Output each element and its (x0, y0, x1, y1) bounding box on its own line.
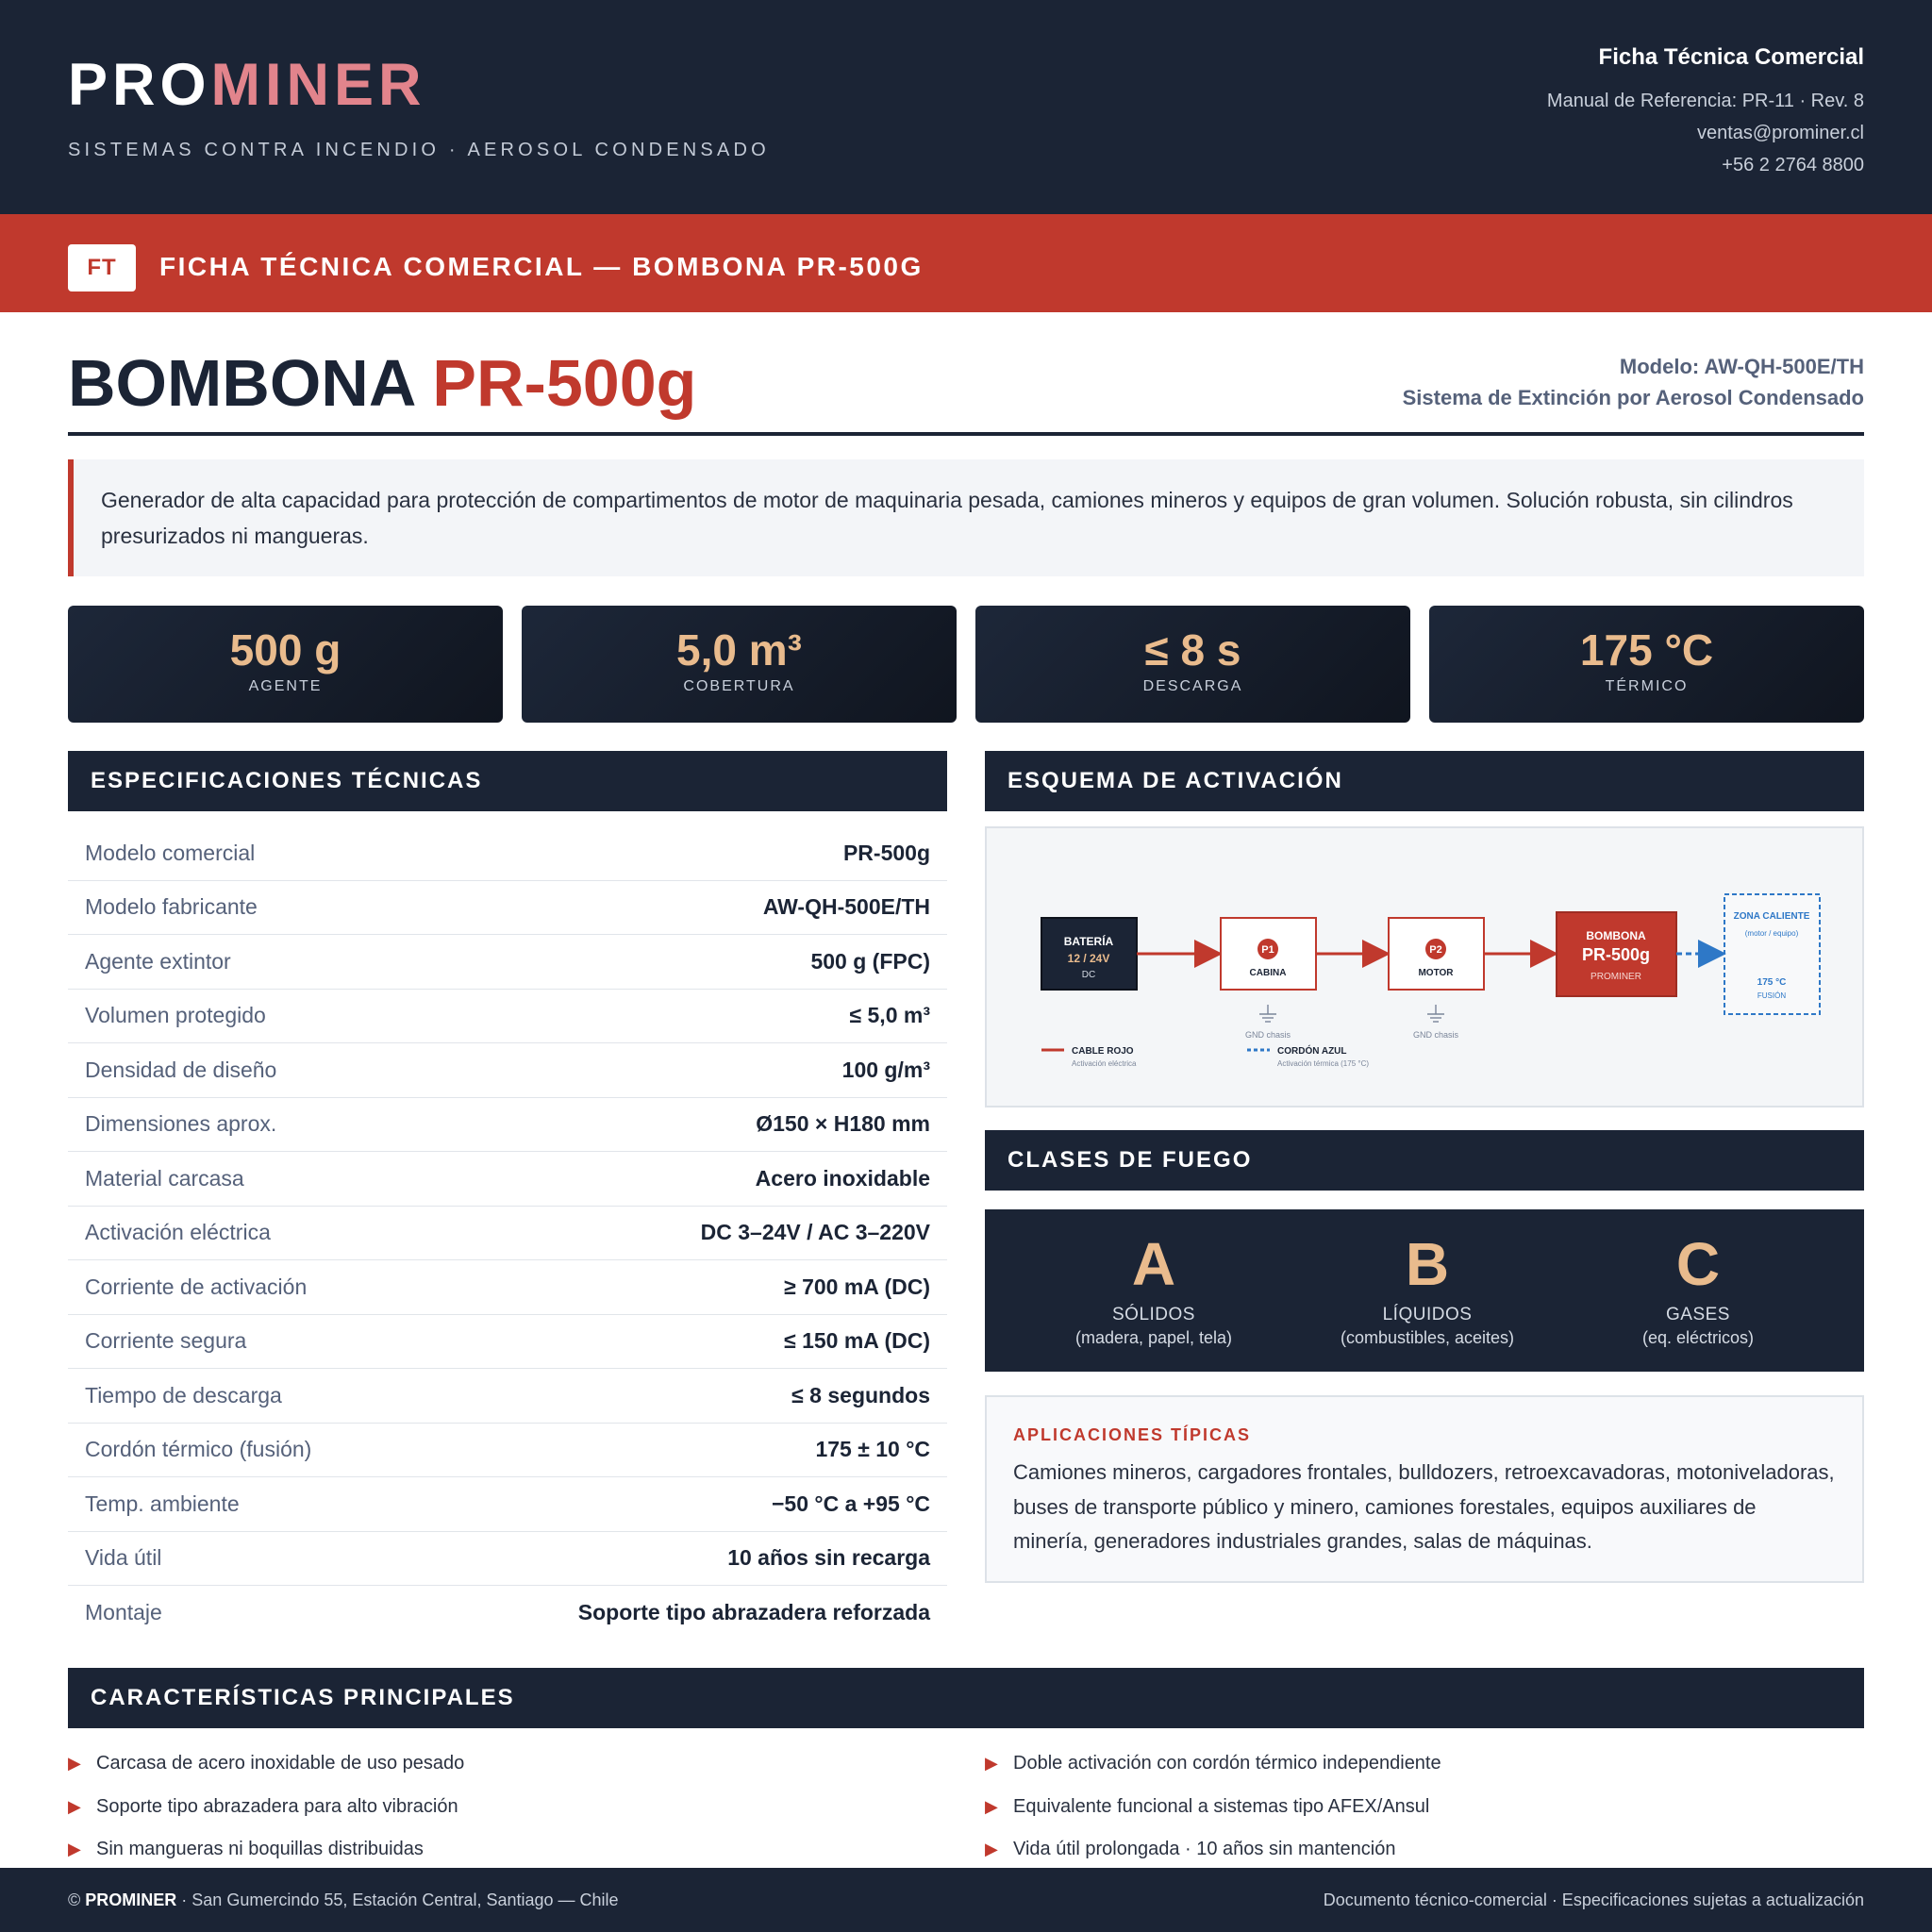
feature-text: Sin mangueras ni boquillas distribuidas (96, 1839, 424, 1860)
fire-class-name: GASES (1666, 1305, 1730, 1324)
feature-text: Equivalente funcional a sistemas tipo AFEX/Ansul (1013, 1795, 1430, 1817)
specs-section-title: ESPECIFICACIONES TÉCNICAS (68, 751, 947, 811)
stat-card-thermal (1429, 606, 1864, 723)
list-item (985, 1786, 1834, 1829)
feature-text: Vida útil prolongada · 10 años sin mantención (1013, 1839, 1396, 1860)
spec-label: Corriente de activación (85, 1274, 308, 1299)
battery-node (1041, 918, 1137, 990)
p2-motor-node (1389, 918, 1484, 990)
table-row (68, 826, 947, 881)
bombona-node (1557, 912, 1676, 996)
footer-brand: PROMINER (85, 1890, 177, 1909)
page-header (0, 0, 1932, 214)
specs-table (68, 826, 947, 1641)
spec-label: Modelo fabricante (85, 894, 258, 920)
feature-text: Soporte tipo abrazadera para alto vibración (96, 1795, 458, 1817)
copyright-symbol: © (68, 1890, 81, 1909)
ground-icon (1259, 1005, 1276, 1022)
legend-red-sub: Activación eléctrica (1072, 1059, 1137, 1068)
spec-label: Activación eléctrica (85, 1220, 271, 1245)
spec-value: −50 °C a +95 °C (772, 1491, 930, 1516)
fire-class-desc: (combustibles, aceites) (1340, 1328, 1515, 1347)
stat-card-agent (68, 606, 503, 723)
fire-class-b (1305, 1230, 1550, 1349)
system-type: Sistema de Extinción por Aerosol Condensado (1402, 386, 1864, 409)
fire-class-desc: (madera, papel, tela) (1074, 1328, 1233, 1347)
p2-badge: P2 (1429, 944, 1442, 956)
spec-value: AW-QH-500E/TH (762, 894, 930, 920)
spec-value: ≤ 5,0 m³ (849, 1003, 930, 1028)
stat-value: ≤ 8 s (1144, 625, 1241, 675)
stat-value: 5,0 m³ (676, 625, 802, 675)
p1-badge: P1 (1261, 944, 1274, 956)
list-item (985, 1828, 1834, 1872)
table-row (68, 1152, 947, 1207)
spec-label: Densidad de diseño (85, 1057, 277, 1082)
banner-title: FICHA TÉCNICA COMERCIAL — BOMBONA PR-500G (159, 252, 924, 281)
hot-zone-temp: 175 °C (1757, 977, 1787, 988)
triangle-bullet-icon: ▶ (68, 1754, 81, 1774)
fire-class-c (1575, 1230, 1821, 1349)
fire-class-name: SÓLIDOS (1112, 1305, 1195, 1324)
contact-email[interactable]: ventas@prominer.cl (1696, 123, 1864, 143)
fire-class-letter: C (1675, 1230, 1721, 1298)
table-row (68, 1315, 947, 1370)
product-title-model: PR-500g (432, 346, 697, 420)
product-title (68, 343, 696, 423)
features-section-title: CARACTERÍSTICAS PRINCIPALES (68, 1668, 1864, 1728)
table-row (68, 1424, 947, 1478)
spec-label: Temp. ambiente (85, 1491, 240, 1516)
triangle-bullet-icon: ▶ (985, 1754, 998, 1774)
fire-classes-panel (985, 1209, 1864, 1372)
fire-class-desc: (eq. eléctricos) (1641, 1328, 1755, 1347)
stat-card-coverage (522, 606, 957, 723)
spec-value: DC 3–24V / AC 3–220V (700, 1220, 930, 1245)
ft-badge: FT (68, 244, 136, 291)
fire-class-letter: A (1131, 1230, 1176, 1298)
triangle-bullet-icon: ▶ (985, 1796, 998, 1816)
hot-zone-title: ZONA CALIENTE (1733, 911, 1810, 922)
spec-label: Tiempo de descarga (85, 1382, 282, 1407)
ground-label: GND chasis (1244, 1030, 1291, 1040)
spec-value: 100 g/m³ (841, 1057, 930, 1082)
features-list-left (68, 1742, 917, 1872)
table-row (68, 1260, 947, 1315)
model-code: Modelo: AW-QH-500E/TH (1619, 355, 1864, 378)
triangle-bullet-icon: ▶ (68, 1840, 81, 1859)
stat-value: 500 g (229, 625, 341, 675)
list-item (68, 1742, 917, 1786)
applications-panel (985, 1395, 1864, 1583)
table-row (68, 1586, 947, 1641)
stat-label: DESCARGA (1142, 678, 1243, 694)
p1-label: CABINA (1249, 968, 1287, 978)
applications-title: APLICACIONES TÍPICAS (1013, 1425, 1252, 1444)
ground-label: GND chasis (1412, 1030, 1459, 1040)
header-contact (1547, 42, 1864, 181)
spec-label: Material carcasa (85, 1165, 244, 1191)
stat-label: COBERTURA (683, 678, 795, 694)
fire-class-a (1031, 1230, 1276, 1349)
spec-label: Vida útil (85, 1545, 162, 1571)
stat-value: 175 °C (1579, 625, 1714, 675)
spec-label: Volumen protegido (85, 1003, 266, 1028)
hot-zone-note: FUSIÓN (1757, 991, 1787, 1000)
legend-blue-sub: Activación térmica (175 °C) (1277, 1059, 1370, 1068)
spec-value: ≤ 150 mA (DC) (784, 1328, 930, 1354)
battery-type: DC (1081, 970, 1096, 980)
bombona-title: BOMBONA (1586, 929, 1646, 942)
feature-text: Doble activación con cordón térmico independiente (1013, 1753, 1441, 1774)
spec-value: Soporte tipo abrazadera reforzada (577, 1600, 930, 1625)
table-row (68, 1098, 947, 1153)
list-item (985, 1742, 1834, 1786)
spec-value: PR-500g (842, 840, 930, 865)
diagram-section-title: ESQUEMA DE ACTIVACIÓN (985, 751, 1864, 811)
stat-card-discharge (975, 606, 1410, 723)
table-row (68, 1369, 947, 1424)
p1-cabin-node (1221, 918, 1316, 990)
footer-note: Documento técnico-comercial · Especificaciones sujetas a actualización (1323, 1890, 1864, 1909)
product-title-name: BOMBONA (68, 346, 414, 420)
hot-zone-node (1724, 894, 1820, 1014)
footer-address (68, 1868, 619, 1932)
fire-class-name: LÍQUIDOS (1382, 1305, 1473, 1324)
table-row (68, 1477, 947, 1532)
table-row (68, 1207, 947, 1261)
p2-label: MOTOR (1418, 968, 1454, 978)
spec-value: Ø150 × H180 mm (756, 1111, 930, 1137)
fire-class-letter: B (1405, 1230, 1450, 1298)
activation-diagram (985, 826, 1864, 1108)
battery-voltage: 12 / 24V (1067, 952, 1110, 965)
table-row (68, 935, 947, 990)
applications-body: Camiones mineros, cargadores frontales, bulldozers, retroexcavadoras, motoniveladoras, buses de transporte público y minero, camiones forestales, equipos auxiliares de minería, generadores industriales grandes, salas de máquinas. (1013, 1460, 1835, 1553)
spec-value: ≤ 8 segundos (791, 1382, 930, 1407)
footer-address-text: · San Gumercindo 55, Estación Central, Santiago — Chile (176, 1890, 619, 1909)
fire-classes-section-title: CLASES DE FUEGO (985, 1130, 1864, 1191)
brand-logo (68, 51, 426, 119)
spec-value: 500 g (FPC) (810, 948, 930, 974)
spec-value: Acero inoxidable (755, 1165, 930, 1191)
spec-label: Dimensiones aprox. (85, 1111, 277, 1137)
feature-text: Carcasa de acero inoxidable de uso pesado (96, 1753, 465, 1774)
product-intro: Generador de alta capacidad para protección de compartimentos de motor de maquinaria pesada, camiones mineros y equipos de gran volumen. Solución robusta, sin cilindros presurizados ni mangueras. (68, 459, 1864, 576)
spec-value: 10 años sin recarga (727, 1545, 930, 1571)
brand-tagline: SISTEMAS CONTRA INCENDIO · AEROSOL CONDENSADO (68, 140, 770, 160)
spec-value: 175 ± 10 °C (815, 1437, 930, 1462)
bombona-model: PR-500g (1581, 945, 1651, 964)
spec-value: ≥ 700 mA (DC) (784, 1274, 930, 1299)
spec-label: Modelo comercial (85, 840, 256, 865)
bombona-brand: PROMINER (1591, 972, 1641, 982)
table-row (68, 1532, 947, 1587)
stat-label: AGENTE (248, 678, 323, 694)
model-block (1403, 351, 1864, 413)
legend-blue-title: CORDÓN AZUL (1277, 1046, 1347, 1057)
triangle-bullet-icon: ▶ (985, 1840, 998, 1859)
reference-manual: Manual de Referencia: PR-11 · Rev. 8 (1546, 91, 1864, 111)
spec-label: Montaje (85, 1600, 162, 1625)
table-row (68, 990, 947, 1044)
activation-diagram-svg (987, 828, 1862, 1106)
ground-icon (1427, 1005, 1444, 1022)
page-footer (0, 1868, 1932, 1932)
table-row (68, 881, 947, 936)
logo-part-pro: PRO (68, 52, 211, 118)
list-item (68, 1786, 917, 1829)
list-item (68, 1828, 917, 1872)
spec-label: Corriente segura (85, 1328, 247, 1354)
title-divider (68, 432, 1864, 436)
logo-part-miner: MINER (210, 52, 426, 118)
legend-red-title: CABLE ROJO (1072, 1046, 1134, 1057)
doc-type: Ficha Técnica Comercial (1598, 44, 1864, 70)
contact-phone[interactable]: +56 2 2764 8800 (1722, 155, 1864, 175)
features-list-right (985, 1742, 1834, 1872)
title-banner (0, 214, 1932, 312)
triangle-bullet-icon: ▶ (68, 1796, 81, 1816)
battery-title: BATERÍA (1063, 935, 1114, 948)
spec-label: Cordón térmico (fusión) (85, 1437, 312, 1462)
spec-label: Agente extintor (85, 948, 231, 974)
stat-label: TÉRMICO (1605, 678, 1689, 694)
table-row (68, 1043, 947, 1098)
hot-zone-sub: (motor / equipo) (1744, 929, 1799, 938)
